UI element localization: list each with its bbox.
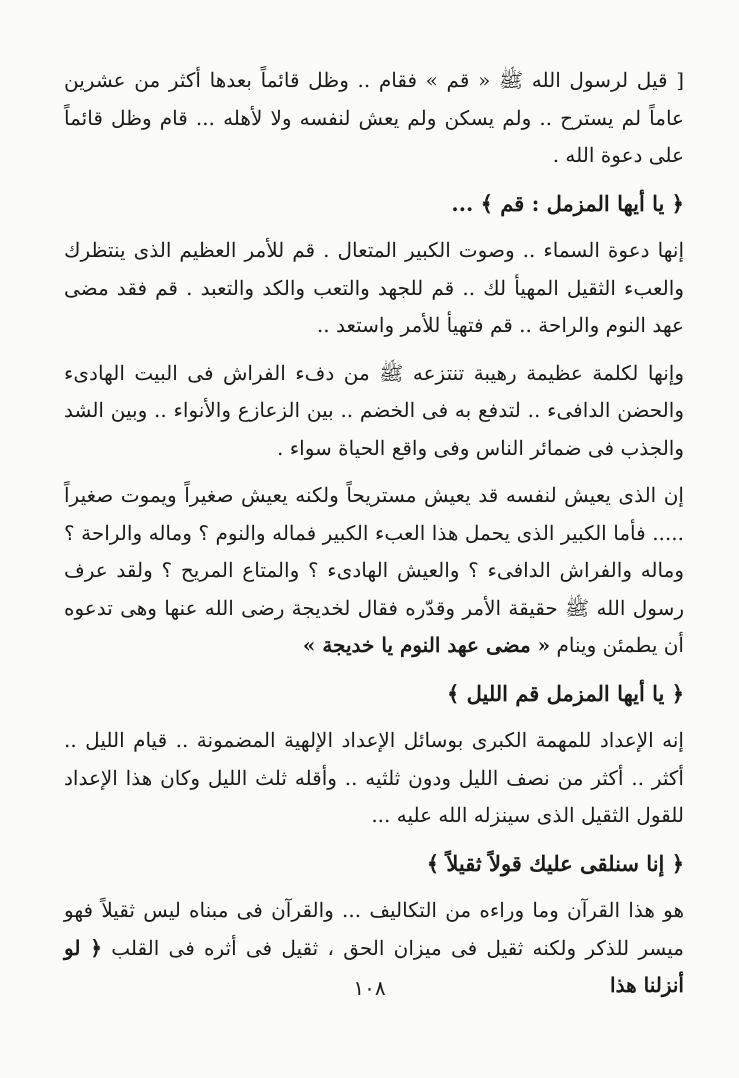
verse-heading-1: ﴿ يا أيها المزمل : قم ﴾ ... [451, 190, 684, 216]
paragraph-6-text: هو هذا القرآن وما وراءه من التكاليف ... والقرآن فى مبناه ليس ثقيلاً فهو ميسر للذكر ولكنه ثقيل فى ميزان الحق ، ثقيل فى أثره فى القلب [64, 898, 684, 960]
paragraph-1: [ قيل لرسول الله ﷺ « قم » فقام .. وظل قائماً بعدها أكثر من عشرين عاماً لم يسترح .. ولم يسكن ولم يعش لنفسه ولا لأهله ... قام وظل قائماً على دعوة الله . [64, 68, 684, 167]
paragraph-3: وإنها لكلمة عظيمة رهيبة تنتزعه ﷺ من دفء الفراش فى البيت الهادىء والحضن الدافىء .. لتدفع به فى الخضم .. بين الزعازع والأنواء .. وبين الشد والجذب فى ضمائر الناس وفى واقع الحياة سواء . [64, 360, 684, 460]
verse-heading-2: ﴿ يا أيها المزمل قم الليل ﴾ [446, 680, 684, 706]
khadija-quote: « مضى عهد النوم يا خديجة » [302, 633, 551, 657]
paragraph-5: إنه الإعداد للمهمة الكبرى بوسائل الإعداد الإلهية المضمونة .. قيام الليل .. أكثر .. أكثر من نصف الليل ودون ثلثيه .. وأقله ثلث الليل وكان هذا الإعداد للقول الثقيل الذى سينزله الله عليه ... [64, 728, 684, 827]
verse-heading-3: ﴿ إنا سنلقى عليك قولاً ثقيلاً ﴾ [426, 850, 684, 876]
paragraph-4-text: إن الذى يعيش لنفسه قد يعيش مستريحاً ولكنه يعيش صغيراً ويموت صغيراً ..... فأما الكبير الذى يحمل هذا العبء الكبير فماله والنوم ؟ وماله والراحة ؟ وماله والفراش الدافىء ؟ والعيش الهادىء ؟ والمتاع المريح ؟ ولقد عرف رسول الله ﷺ حقيقة الأمر وقدّره فقال لخديجة رضى الله عنها وهى تدعوه أن يطمئن وينام [64, 483, 684, 657]
paragraph-2: إنها دعوة السماء .. وصوت الكبير المتعال . قم للأمر العظيم الذى ينتظرك والعبء الثقيل المهيأ لك .. قم للجهد والتعب والكد والتعبد . قم فقد مضى عهد النوم والراحة .. قم فتهيأ للأمر واستعد .. [64, 238, 684, 337]
verse-fragment: ﴿ لو أنزلنا هذا [64, 935, 684, 997]
page-body [64, 62, 684, 1015]
page-number: ١٠٨ [353, 976, 386, 1000]
paragraph-4 [64, 477, 684, 665]
